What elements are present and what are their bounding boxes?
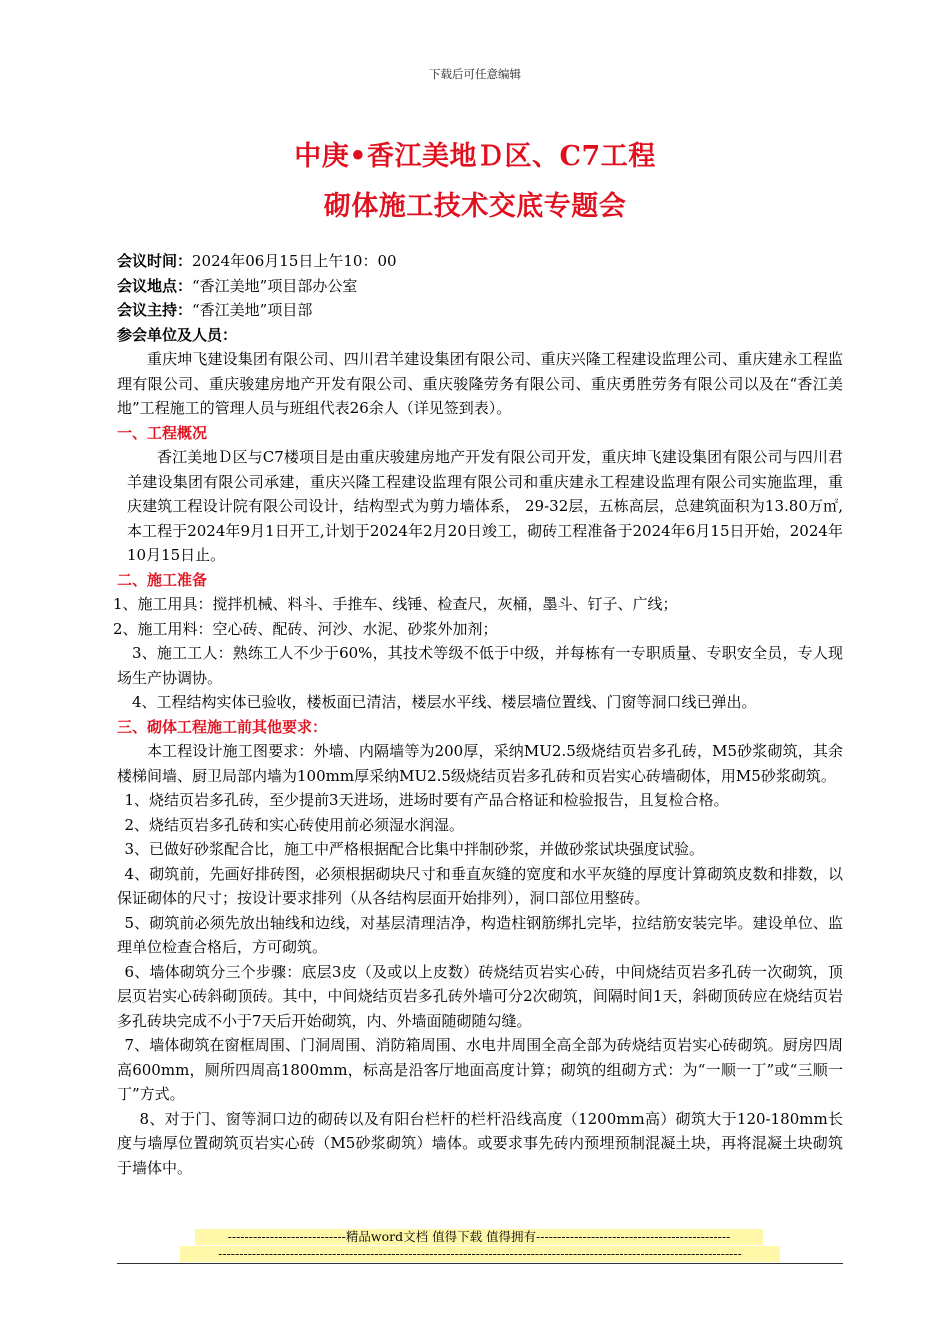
section2-item: 3、施工工人：熟练工人不少于60%，其技术等级不低于中级，并每栋有一专职质量、专职安全员，专人现场生产协调协。 [117,644,843,687]
section3-item: 1、烧结页岩多孔砖，至少提前3天进场，进场时要有产品合格证和检验报告，且复检合格。 [124,791,729,809]
section2-item: 2、施工用料：空心砖、配砖、河沙、水泥、砂浆外加剂； [113,619,498,638]
meeting-time-value: 2024年06月15日上午10：00 [192,252,397,270]
section1-heading: 一、工程概况 [117,423,208,442]
section2-item: 1、施工用具：搅拌机械、料斗、手推车、线锤、检查尺，灰桶，墨斗、钉子、广线； [113,595,678,613]
header-note: 下载后可任意编辑 [429,67,521,81]
meeting-host-value: “香江美地”项目部 [192,301,313,319]
meeting-time-label: 会议时间： [117,252,193,270]
meeting-place-value: “香江美地”项目部办公室 [192,276,358,295]
section3-intro: 本工程设计施工图要求：外墙、内隔墙等为200厚，采纳MU2.5级烧结页岩多孔砖，M5砂浆砌筑，其余楼梯间墙、厨卫局部内墙为100mm厚采纳MU2.5级烧结页岩多孔砖和页岩实心砖墙砌体，用M5砂浆砌筑。 [117,742,843,785]
document-title: 中庚•香江美地Ｄ区、C7工程 [294,141,656,172]
meeting-place-label: 会议地点： [117,276,193,295]
section1-text: 香江美地Ｄ区与C7楼项目是由重庆骏建房地产开发有限公司开发，重庆坤飞建设集团有限公司与四川君羊建设集团有限公司承建，重庆兴隆工程建设监理有限公司和重庆建永工程建设监理有限公司实施监理，重庆建筑工程设计院有限公司设计，结构型式为剪力墙体系， 29-32层，五栋高层，总建筑面积为13.80万㎡,本工程于2024年9月1日开工,计划于2024年2月20日竣工，砌砖工程准备于2024年6月15日开始，2024年10月15日止。 [127,448,843,564]
section3-item: 6、墙体砌筑分三个步骤：底层3皮（及或以上皮数）砖烧结页岩实心砖，中间烧结页岩多孔砖一次砌筑，顶层页岩实心砖斜砌顶砖。其中，中间烧结页岩多孔砖外墙可分2次砌筑，间隔时间1天，斜砌顶砖应在烧结页岩多孔砖块完成不小于7天后开始砌筑，内、外墙面随砌随勾缝。 [117,962,843,1030]
meeting-place [117,274,843,299]
section3-item: 2、烧结页岩多孔砖和实心砖使用前必须湿水润湿。 [124,815,465,834]
meeting-time [117,249,843,274]
section3-item: 7、墙体砌筑在窗框周围、门洞周围、消防箱周围、水电井周围全高全部为砖烧结页岩实心砖砌筑。厨房四周高600mm，厕所四周高1800mm，标高是沿客厅地面高度计算；砌筑的组砌方式：为“一顺一丁”或“三顺一丁”方式。 [117,1036,843,1103]
section3-heading: 三、砌体工程施工前其他要求： [117,717,328,736]
section3-item: 4、砌筑前，先画好排砖图，必须根据砌块尺寸和垂直灰缝的宽度和水平灰缝的厚度计算砌筑皮数和排数，以保证砌体的尺寸；按设计要求排列（从各结构层面开始排列），洞口部位用整砖。 [117,864,843,907]
meeting-host [117,298,843,323]
section3-item: 3、已做好砂浆配合比，施工中严格根据配合比集中拌制砂浆，并做砂浆试块强度试验。 [124,840,705,858]
meeting-host-label: 会议主持： [117,301,193,319]
section3-item: 8、对于门、窗等洞口边的砌砖以及有阳台栏杆的栏杆沿线高度（1200mm高）砌筑大于120-180mm长度与墙厚位置砌筑页岩实心砖（M5砂浆砌筑）墙体。或要求事先砖内预埋预制混凝土块，再将混凝土块砌筑于墙体中。 [117,1109,843,1177]
attendees-text: 重庆坤飞建设集团有限公司、四川君羊建设集团有限公司、重庆兴隆工程建设监理公司、重庆建永工程监理有限公司、重庆骏建房地产开发有限公司、重庆骏隆劳务有限公司、重庆勇胜劳务有限公司以及在“香江美地”工程施工的管理人员与班组代表26余人（详见签到表）。 [117,350,843,417]
footer-dashes: ---------------------------------------------------------------------------------------------------------------------------- [180,1246,780,1262]
section2-item: 4、工程结构实体已验收，楼板面已清洁，楼层水平线、楼层墙位置线、门窗等洞口线已弹出。 [132,693,757,711]
document-body [113,249,843,1180]
attendees-label: 参会单位及人员： [117,325,238,344]
section3-item: 5、砌筑前必须先放出轴线和边线，对基层清理洁净，构造柱钢筋绑扎完毕，拉结筋安装完毕。建设单位、监理单位检查合格后，方可砌筑。 [117,913,843,956]
footer-banner: ----------------------------精品word文档 值得下载 值得拥有---------------------------------------------- [195,1229,763,1245]
document-subtitle: 砌体施工技术交底专题会 [323,191,627,222]
section2-heading: 二、施工准备 [117,570,208,589]
footer-rule [117,1263,843,1264]
